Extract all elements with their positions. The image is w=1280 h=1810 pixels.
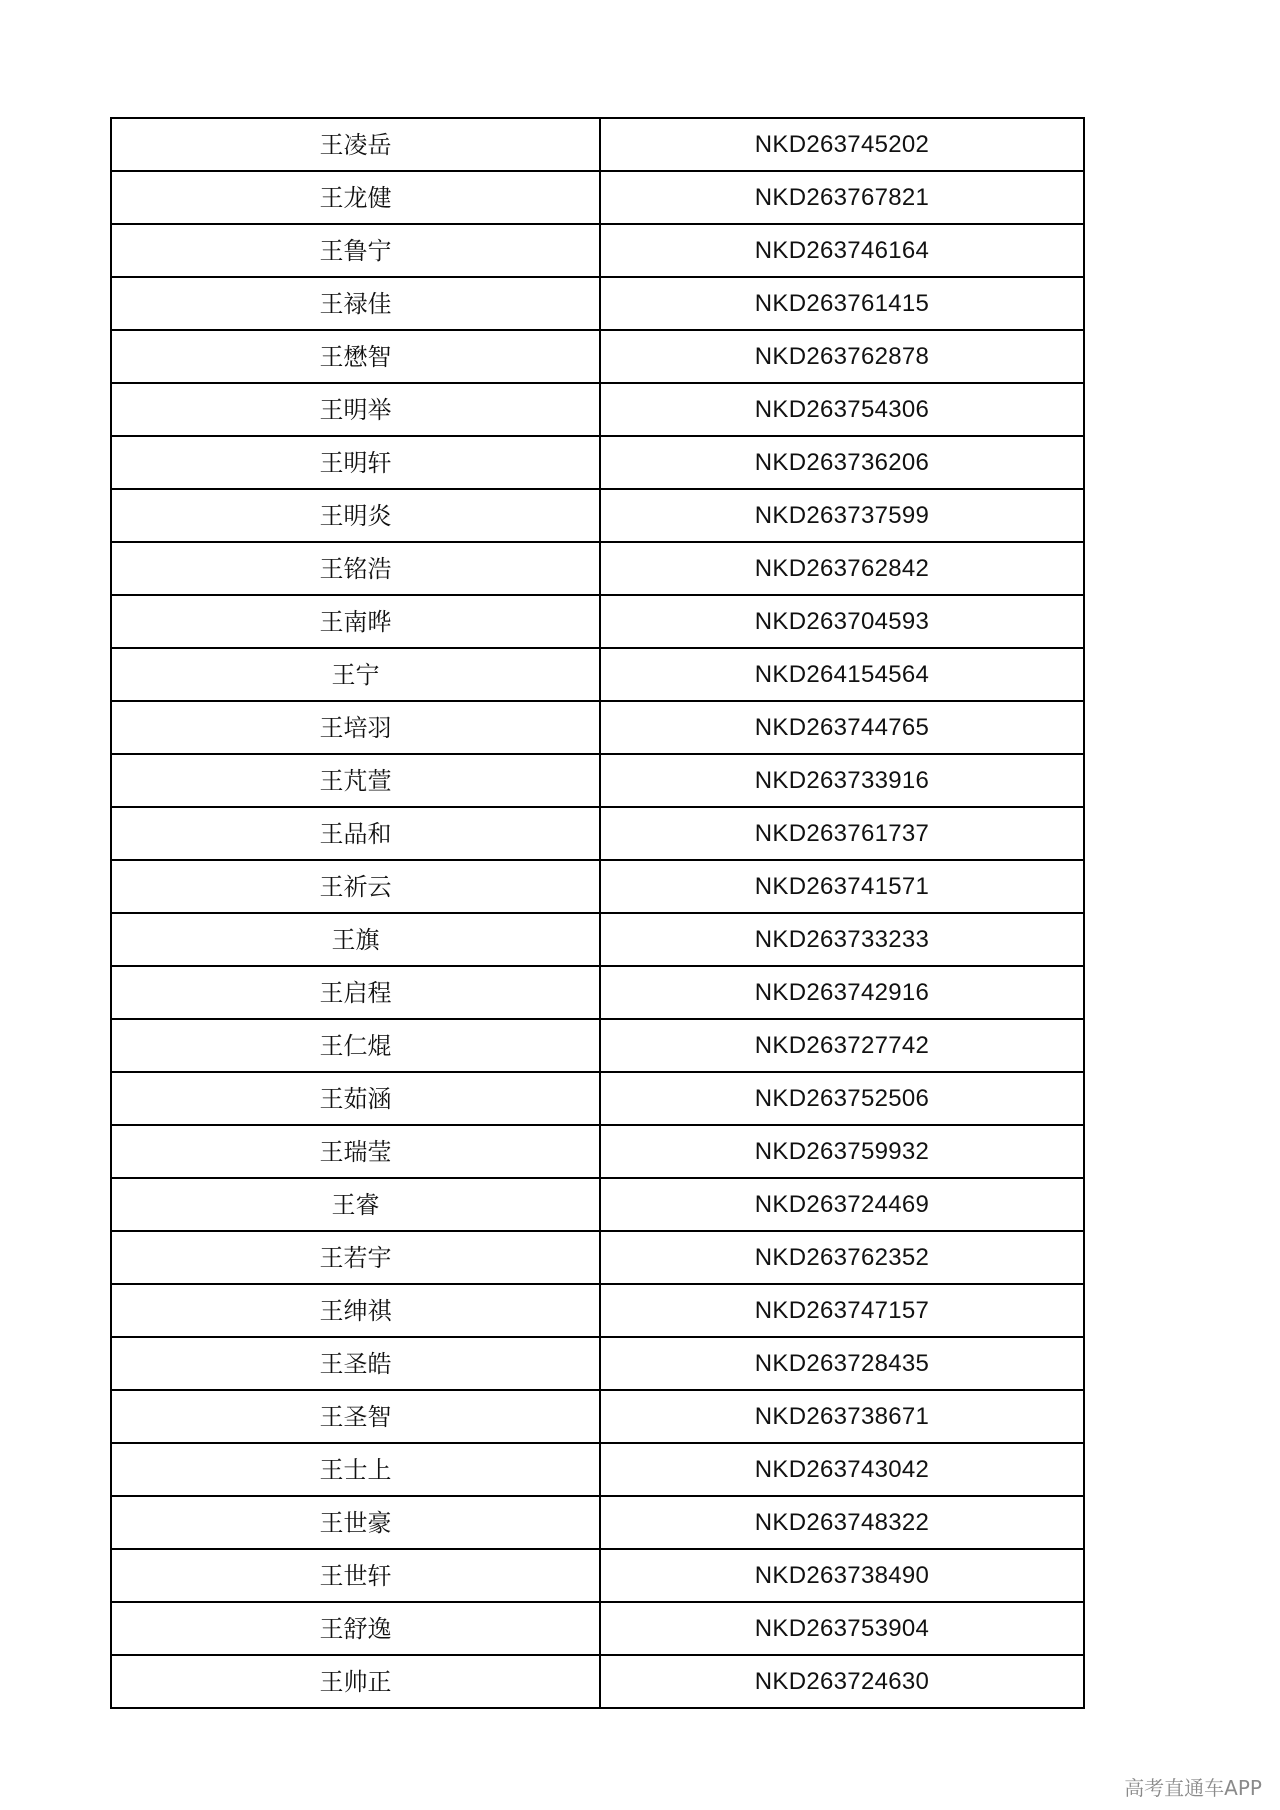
student-name-cell: 王启程 <box>111 966 600 1019</box>
table-row <box>111 860 1084 913</box>
student-name-cell: 王圣智 <box>111 1390 600 1443</box>
exam-number-cell: NKD263747157 <box>600 1284 1084 1337</box>
exam-number-cell: NKD263767821 <box>600 171 1084 224</box>
watermark-text: 高考直通车APP <box>1124 1776 1262 1800</box>
student-name-cell: 王禄佳 <box>111 277 600 330</box>
exam-number-cell: NKD263728435 <box>600 1337 1084 1390</box>
student-name-cell: 王铭浩 <box>111 542 600 595</box>
exam-number-cell: NKD263737599 <box>600 489 1084 542</box>
exam-number-cell: NKD263743042 <box>600 1443 1084 1496</box>
table-row <box>111 754 1084 807</box>
table-row <box>111 436 1084 489</box>
table-row <box>111 1178 1084 1231</box>
student-name-cell: 王芃萱 <box>111 754 600 807</box>
exam-number-cell: NKD263733916 <box>600 754 1084 807</box>
exam-number-cell: NKD263738671 <box>600 1390 1084 1443</box>
table-row <box>111 807 1084 860</box>
student-name-cell: 王旗 <box>111 913 600 966</box>
table-row <box>111 1390 1084 1443</box>
table-row <box>111 913 1084 966</box>
student-name-cell: 王帅正 <box>111 1655 600 1708</box>
student-name-cell: 王士上 <box>111 1443 600 1496</box>
table-row <box>111 383 1084 436</box>
table-row <box>111 330 1084 383</box>
student-name-cell: 王宁 <box>111 648 600 701</box>
exam-number-cell: NKD263762878 <box>600 330 1084 383</box>
student-name-cell: 王世轩 <box>111 1549 600 1602</box>
table-row <box>111 1337 1084 1390</box>
exam-number-cell: NKD263759932 <box>600 1125 1084 1178</box>
exam-number-cell: NKD263752506 <box>600 1072 1084 1125</box>
student-name-cell: 王鲁宁 <box>111 224 600 277</box>
student-name-cell: 王仁焜 <box>111 1019 600 1072</box>
exam-number-cell: NKD264154564 <box>600 648 1084 701</box>
table-row <box>111 1602 1084 1655</box>
exam-number-cell: NKD263744765 <box>600 701 1084 754</box>
table-row <box>111 966 1084 1019</box>
exam-number-cell: NKD263762842 <box>600 542 1084 595</box>
exam-number-cell: NKD263748322 <box>600 1496 1084 1549</box>
exam-number-cell: NKD263733233 <box>600 913 1084 966</box>
student-name-cell: 王圣皓 <box>111 1337 600 1390</box>
student-name-cell: 王龙健 <box>111 171 600 224</box>
exam-number-cell: NKD263741571 <box>600 860 1084 913</box>
exam-number-cell: NKD263742916 <box>600 966 1084 1019</box>
table-row <box>111 701 1084 754</box>
student-name-cell: 王睿 <box>111 1178 600 1231</box>
exam-number-cell: NKD263754306 <box>600 383 1084 436</box>
exam-number-cell: NKD263724630 <box>600 1655 1084 1708</box>
student-name-cell: 王懋智 <box>111 330 600 383</box>
student-name-cell: 王明轩 <box>111 436 600 489</box>
table-row <box>111 1443 1084 1496</box>
exam-number-cell: NKD263738490 <box>600 1549 1084 1602</box>
student-name-cell: 王明炎 <box>111 489 600 542</box>
student-name-cell: 王祈云 <box>111 860 600 913</box>
exam-number-cell: NKD263762352 <box>600 1231 1084 1284</box>
roster-table-body <box>111 118 1084 1708</box>
table-row <box>111 118 1084 171</box>
table-row <box>111 171 1084 224</box>
table-row <box>111 1655 1084 1708</box>
table-row <box>111 595 1084 648</box>
exam-number-cell: NKD263761737 <box>600 807 1084 860</box>
student-name-cell: 王凌岳 <box>111 118 600 171</box>
student-name-cell: 王南晔 <box>111 595 600 648</box>
table-row <box>111 1072 1084 1125</box>
student-name-cell: 王瑞莹 <box>111 1125 600 1178</box>
exam-number-cell: NKD263727742 <box>600 1019 1084 1072</box>
roster-table <box>110 117 1085 1709</box>
exam-number-cell: NKD263736206 <box>600 436 1084 489</box>
student-name-cell: 王明举 <box>111 383 600 436</box>
student-name-cell: 王世豪 <box>111 1496 600 1549</box>
exam-number-cell: NKD263745202 <box>600 118 1084 171</box>
exam-number-cell: NKD263761415 <box>600 277 1084 330</box>
exam-number-cell: NKD263746164 <box>600 224 1084 277</box>
table-row <box>111 1284 1084 1337</box>
student-name-cell: 王舒逸 <box>111 1602 600 1655</box>
student-name-cell: 王若宇 <box>111 1231 600 1284</box>
table-row <box>111 1125 1084 1178</box>
table-row <box>111 1231 1084 1284</box>
student-name-cell: 王绅祺 <box>111 1284 600 1337</box>
table-row <box>111 1549 1084 1602</box>
exam-number-cell: NKD263704593 <box>600 595 1084 648</box>
table-row <box>111 224 1084 277</box>
table-row <box>111 648 1084 701</box>
table-row <box>111 542 1084 595</box>
student-name-cell: 王品和 <box>111 807 600 860</box>
student-name-cell: 王培羽 <box>111 701 600 754</box>
table-row <box>111 1496 1084 1549</box>
table-row <box>111 277 1084 330</box>
table-row <box>111 489 1084 542</box>
table-row <box>111 1019 1084 1072</box>
exam-number-cell: NKD263724469 <box>600 1178 1084 1231</box>
exam-number-cell: NKD263753904 <box>600 1602 1084 1655</box>
student-name-cell: 王茹涵 <box>111 1072 600 1125</box>
